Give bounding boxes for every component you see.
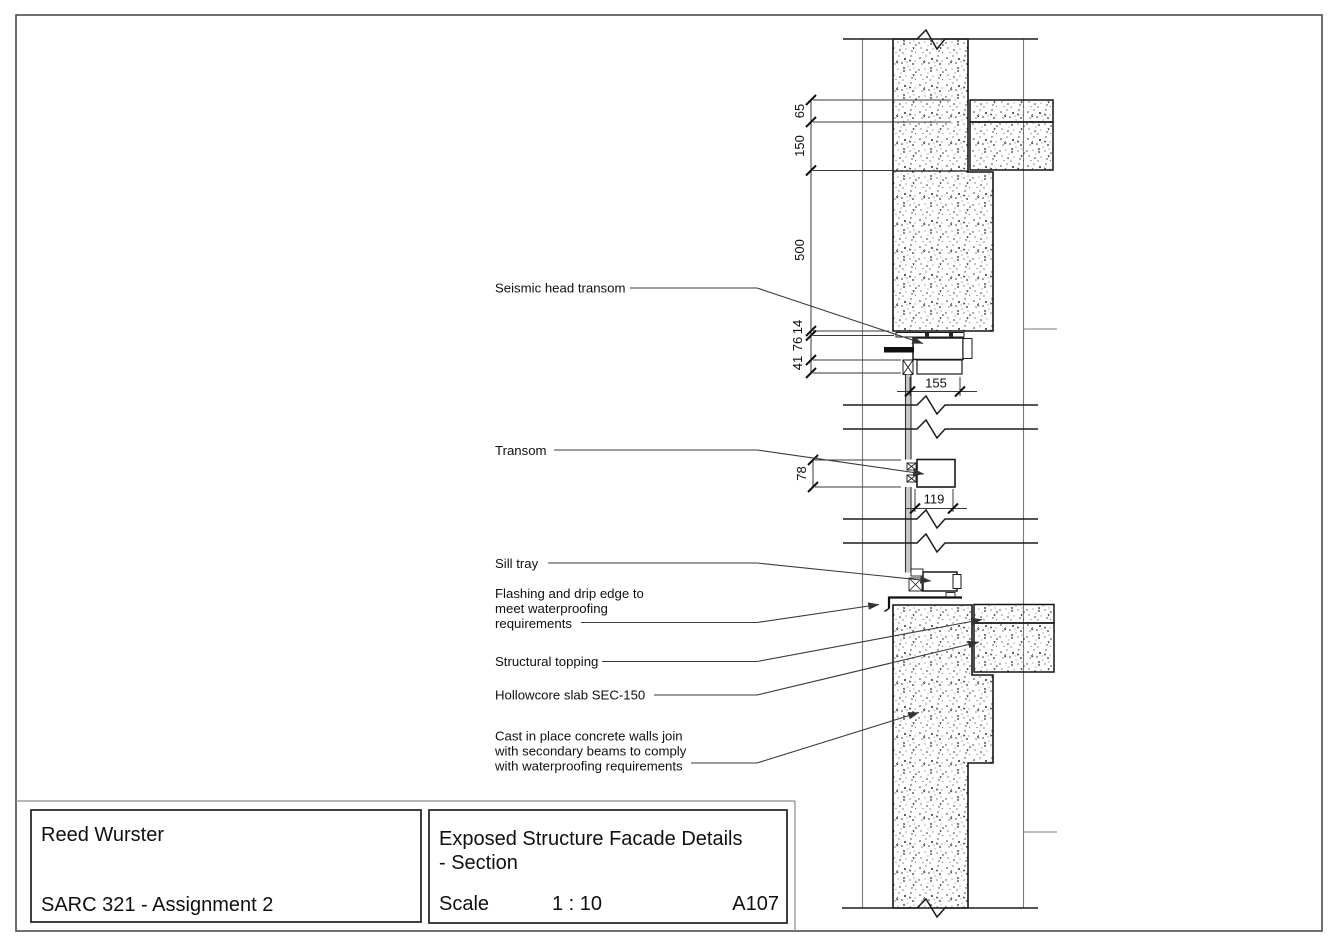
glass-lower-fill — [906, 487, 912, 573]
leader-cast-in-place — [691, 713, 919, 764]
scale-value: 1 : 10 — [552, 893, 603, 915]
dimension-150: 150 — [792, 135, 807, 157]
lower-wall-and-slab — [893, 605, 1054, 909]
sill-packer — [911, 569, 923, 576]
head-fixing-channel — [896, 333, 964, 338]
lower-structural-topping — [974, 605, 1054, 624]
dimension-65: 65 — [792, 103, 807, 119]
head-bracket — [963, 339, 972, 359]
dimension-14: 14 — [790, 319, 805, 335]
drawing-title-line1: Exposed Structure Facade Details — [439, 828, 743, 850]
seismic-head-transom-assembly — [884, 333, 972, 375]
label-transom: Transom — [495, 443, 547, 458]
upper-structural-topping — [970, 100, 1053, 122]
head-sub-frame — [917, 360, 962, 374]
head-bolt-right — [949, 333, 953, 336]
seismic-plate — [884, 347, 914, 353]
sheet-number: A107 — [732, 893, 779, 915]
dimension-500: 500 — [792, 239, 807, 261]
break-line-lower-cut-a — [843, 510, 1038, 528]
lower-hollowcore-slab — [974, 623, 1054, 672]
scale-label: Scale — [439, 893, 490, 915]
dimension-41: 41 — [790, 355, 805, 371]
author-name: Reed Wurster — [41, 824, 165, 846]
drawing-title-line2: - Section — [439, 852, 518, 874]
break-line-upper-cut-b — [843, 420, 1038, 438]
dimension-76: 76 — [790, 336, 805, 352]
title-block — [16, 801, 795, 931]
label-flashing-line2: meet waterproofing — [495, 601, 608, 616]
dimension-78: 78 — [794, 466, 809, 481]
label-flashing-line1: Flashing and drip edge to — [495, 586, 644, 601]
break-line-upper-cut-a — [843, 396, 1038, 414]
flashing-drip-hook — [885, 609, 890, 612]
label-cast-line2: with secondary beams to comply — [495, 743, 687, 759]
label-cast-line1: Cast in place concrete walls join — [495, 728, 683, 744]
annotation-labels — [494, 281, 687, 774]
dimension-155: 155 — [925, 375, 947, 391]
page-border — [16, 15, 1322, 931]
head-bolt-left — [925, 333, 929, 336]
dimension-119: 119 — [923, 491, 945, 507]
sill-end-cap — [953, 575, 961, 589]
break-line-lower-cut-b — [843, 534, 1038, 552]
transom-assembly — [907, 460, 955, 488]
upper-wall-and-slab — [893, 39, 1053, 331]
upper-concrete-wall — [893, 39, 993, 331]
transom-height-dimension — [794, 455, 901, 492]
label-cast-line3: with waterproofing requirements — [495, 758, 683, 774]
label-sill-tray: Sill tray — [495, 556, 539, 571]
leader-sill-tray — [548, 563, 931, 581]
sill-tray-body — [923, 572, 957, 591]
label-hollowcore-slab: Hollowcore slab SEC-150 — [495, 687, 646, 703]
label-flashing-line3: requirements — [495, 616, 572, 631]
upper-hollowcore-slab — [970, 122, 1053, 170]
transom-body — [917, 460, 955, 488]
project-name: SARC 321 - Assignment 2 — [41, 894, 274, 916]
leader-transom — [554, 450, 924, 474]
label-structural-topping: Structural topping — [495, 654, 599, 669]
head-transom-body — [913, 338, 963, 360]
leader-flashing — [581, 605, 879, 623]
transom-width-dimension — [905, 489, 967, 514]
label-seismic-head-transom: Seismic head transom — [495, 280, 626, 296]
